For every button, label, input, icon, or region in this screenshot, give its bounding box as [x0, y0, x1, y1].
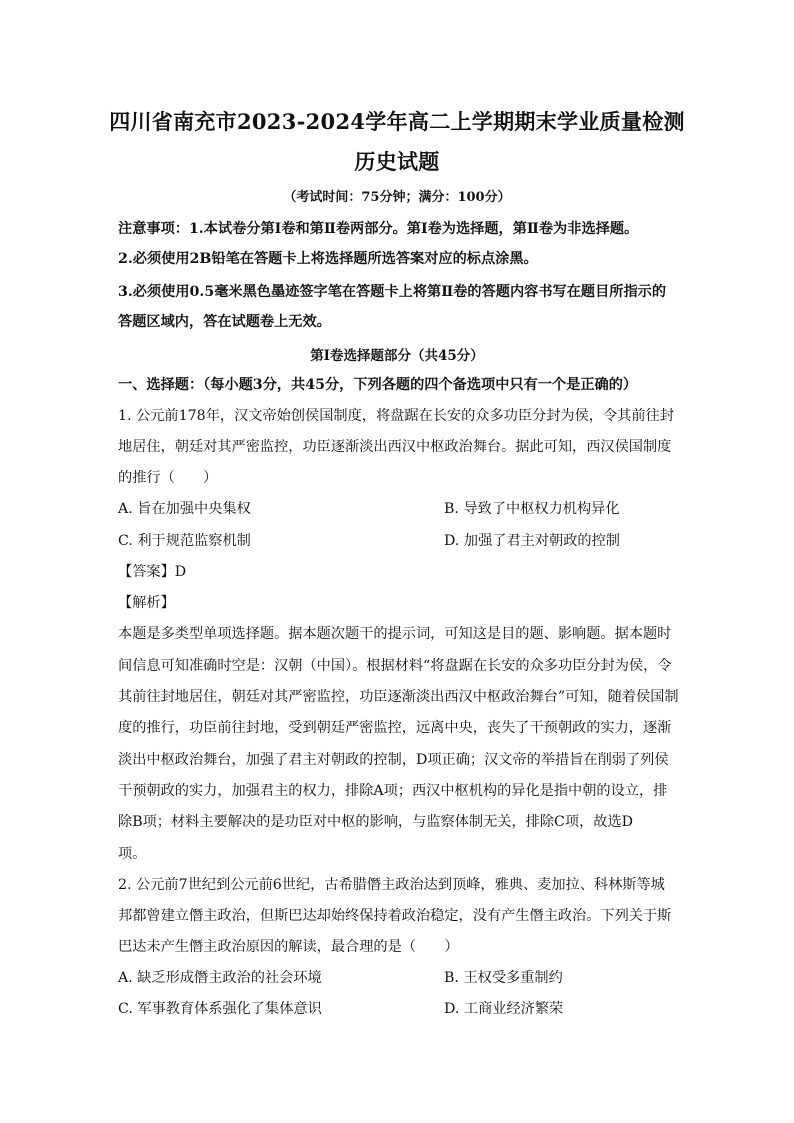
q1-option-c: C. 利于规范监察机制 [118, 533, 251, 549]
q1-stem-line-3: 的推行（ ） [118, 470, 218, 486]
section-title: 第Ⅰ卷选择题部分（共45分） [310, 348, 484, 364]
q2-stem-line-3: 巴达未产生僭主政治原因的解读，最合理的是（ ） [118, 939, 459, 955]
notes-line-2: 2.必须使用2B铅笔在答题卡上将选择题所选答案对应的标点涂黑。 [118, 251, 538, 267]
section-instruction: 一、选择题：（每小题3分，共45分，下列各题的四个备选项中只有一个是正确的） [118, 377, 638, 393]
q1-option-d: D. 加强了君主对朝政的控制 [444, 533, 620, 549]
exam-info: （考试时间：75分钟；满分：100分） [283, 190, 511, 205]
page-subtitle: 历史试题 [354, 149, 440, 174]
q1-analysis-line-5: 淡出中枢政治舞台，加强了君主对朝政的控制，D项正确；汉文帝的举措旨在削弱了列侯 [118, 752, 669, 768]
q2-option-d: D. 工商业经济繁荣 [444, 1001, 564, 1017]
q2-stem-line-2: 邦都曾建立僭主政治，但斯巴达却始终保持着政治稳定，没有产生僭主政治。下列关于斯 [118, 908, 672, 924]
notes-line-3: 3.必须使用0.5毫米黑色墨迹签字笔在答题卡上将第Ⅱ卷的答题内容书写在题目所指示的 [118, 284, 667, 300]
q2-option-b: B. 王权受多重制约 [444, 970, 563, 986]
q1-analysis-label: 【解析】 [118, 595, 175, 611]
page-title: 四川省南充市2023-2024学年高二上学期期末学业质量检测 [109, 109, 685, 134]
q2-stem-line-1: 2. 公元前7世纪到公元前6世纪，古希腊僭主政治达到顶峰，雅典、麦加拉、科林斯等城 [118, 877, 665, 893]
q1-option-b: B. 导致了中枢权力机构异化 [444, 501, 620, 517]
q1-stem-line-2: 地居住，朝廷对其严密监控，功臣逐渐淡出西汉中枢政治舞台。据此可知，西汉侯国制度 [118, 439, 672, 455]
q1-analysis-line-4: 度的推行，功臣前往封地，受到朝廷严密监控，远离中央，丧失了干预朝政的实力，逐渐 [118, 720, 672, 736]
notes-line-1: 注意事项：1.本试卷分第Ⅰ卷和第Ⅱ卷两部分。第Ⅰ卷为选择题，第Ⅱ卷为非选择题。 [118, 221, 639, 237]
q1-stem-line-1: 1. 公元前178年，汉文帝始创侯国制度，将盘踞在长安的众多功臣分封为侯，令其前往封 [118, 408, 674, 424]
q1-analysis-line-3: 其前往封地居住，朝廷对其严密监控，功臣逐渐淡出西汉中枢政治舞台”可知，随着侯国制 [118, 689, 679, 705]
notes-line-4: 答题区域内，答在试题卷上无效。 [118, 314, 331, 330]
q1-analysis-line-1: 本题是多类型单项选择题。据本题次题干的提示词，可知这是目的题、影响题。据本题时 [118, 626, 672, 642]
q1-analysis-line-8: 项。 [118, 846, 147, 862]
q1-analysis-line-2: 间信息可知准确时空是：汉朝（中国）。根据材料“将盘踞在长安的众多功臣分封为侯，令 [118, 658, 672, 674]
q1-analysis-line-7: 除B项；材料主要解决的是功臣对中枢的影响，与监察体制无关，排除C项，故选D [118, 814, 634, 830]
q1-answer: 【答案】D [118, 564, 187, 580]
q2-option-c: C. 军事教育体系强化了集体意识 [118, 1001, 322, 1017]
q2-option-a: A. 缺乏形成僭主政治的社会环境 [118, 970, 322, 986]
q1-analysis-line-6: 干预朝政的实力，加强君主的权力，排除A项；西汉中枢机构的异化是指中朝的设立，排 [118, 783, 668, 799]
q1-option-a: A. 旨在加强中央集权 [118, 501, 251, 517]
